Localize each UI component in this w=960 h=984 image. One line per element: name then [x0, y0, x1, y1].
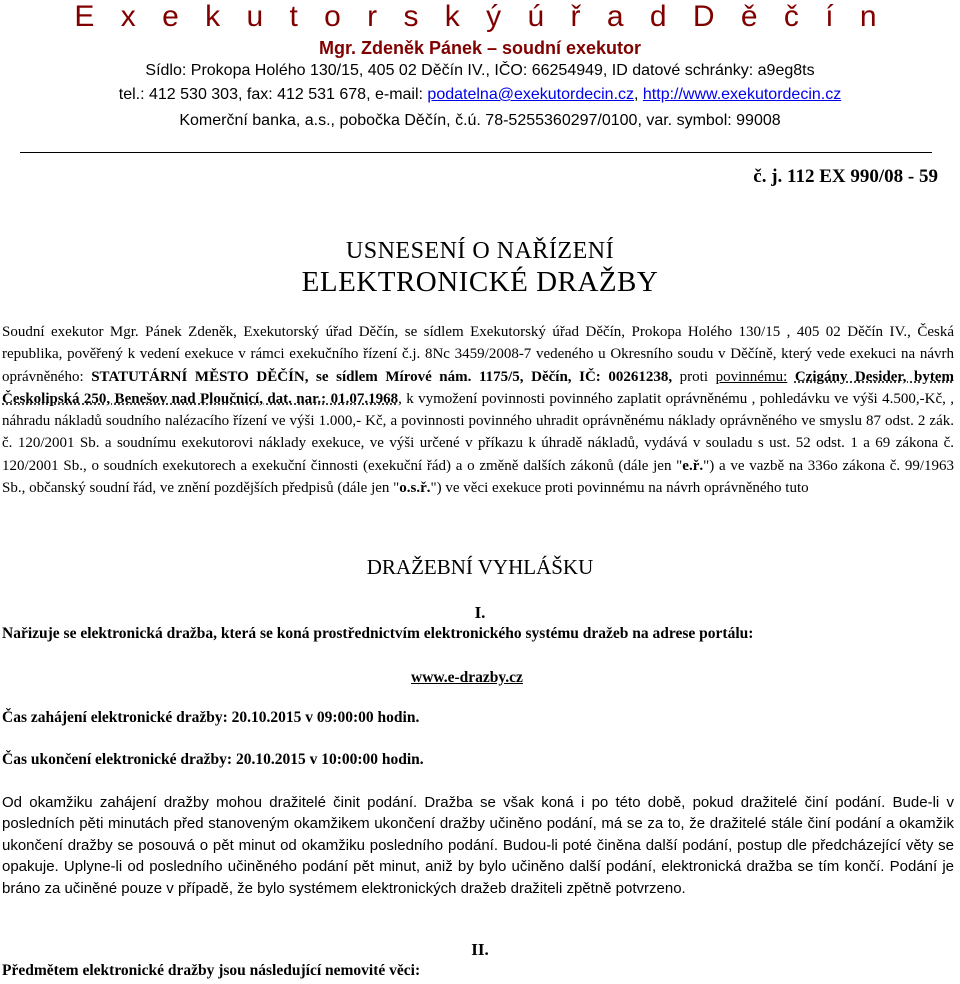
- intro-paragraph: [2, 321, 954, 499]
- debtor-label: povinnému:: [715, 368, 788, 385]
- portal-link[interactable]: www.e-drazby.cz: [411, 669, 523, 686]
- auction-start: Čas zahájení elektronické dražby: 20.10.2015 v 09:00:00 hodin.: [2, 709, 420, 726]
- auction-end: Čas ukončení elektronické dražby: 20.10.2015 v 10:00:00 hodin.: [2, 751, 424, 768]
- office-address: Sídlo: Prokopa Holého 130/15, 405 02 Děčín IV., IČO: 66254949, ID datové schránky: a9eg8ts: [145, 62, 815, 79]
- section-1-text: Nařizuje se elektronická dražba, která se koná prostřednictvím elektronického systému dražeb na adrese portálu:: [2, 625, 754, 642]
- intro-text-2: , k vymožení povinnosti povinného zaplatit oprávněnému , pohledávku ve výši 4.500,-Kč, , náhradu nákladů soudního nalézacího řízení ve výši 1.000,- Kč, a povinnosti povinného uhradit oprávněnému náklady oprávněného ve smyslu 87 odst. 2 zák. č. 120/2001 Sb. a soudnímu exekutorovi náklady exekuce, ve výši určené v příkazu k úhradě nákladů, vydává v souladu s ust. 52 odst. 1 a 69 zákona č. 120/2001 Sb., o soudních exekutorech a exekuční činnosti (exekuční řád) a o změně dalších zákonů (dále jen ": [2, 390, 954, 474]
- case-reference: č. j. 112 EX 990/08 - 59: [753, 166, 938, 187]
- section-1-number: I.: [474, 603, 486, 622]
- executor-name: Mgr. Zdeněk Pánek – soudní exekutor: [318, 38, 642, 58]
- auction-rules: Od okamžiku zahájení dražby mohou dražitelé činit podání. Dražba se však koná i po této době, pokud dražitelé činí podání. Bude-li v posledních pěti minutách před stanoveným okamžikem ukončení dražby učiněno podání, má se za to, že dražitelé stále činí podání a okamžik ukončení dražby se posouvá o pět minut od okamžiku posledního podání. Budou-li poté činěna další podání, postup dle předcházející věty se opakuje. Uplyne-li od posledního učiněného podání pět minut, aniž by bylo učiněno další podání, elektronická dražba se tím končí. Podání je bráno za učiněné pouze v případě, že bylo systémem elektronických dražeb dražiteli zpětně potvrzeno.: [2, 794, 954, 897]
- email-link[interactable]: podatelna@exekutordecin.cz: [427, 86, 635, 103]
- website-link[interactable]: http://www.exekutordecin.cz: [642, 86, 842, 103]
- office-contact: [0, 86, 960, 104]
- heading-line-2: ELEKTRONICKÉ DRAŽBY: [301, 266, 659, 298]
- heading-line-1: USNESENÍ O NAŘÍZENÍ: [345, 238, 615, 264]
- intro-against: proti: [672, 368, 716, 385]
- intro-text-1: Soudní exekutor Mgr. Pánek Zdeněk, Exekutorský úřad Děčín, se sídlem Exekutorský úřad Děčín, Prokopa Holého 130/15 , 405 02 Děčín IV., Česká republika, pověřený k vedení exekuce v rámci exekučního řízení č.j. 8Nc 3459/2008-7 vedeného u Okresního soudu v Děčíně, který vede exekuci na návrh oprávněného:: [2, 324, 954, 385]
- contact-prefix: tel.: 412 530 303, fax: 412 531 678, e-mail:: [118, 86, 428, 103]
- debtor-details: Czigány Desider, bytem Českolipská 250, Benešov nad Ploučnicí, dat. nar.: 01.07.1968: [2, 368, 954, 407]
- section-2-number: II.: [471, 940, 489, 959]
- abbr-er: e.ř.: [682, 457, 704, 474]
- abbr-osr: o.s.ř.: [399, 480, 431, 497]
- office-title: E x e k u t o r s k ý ú ř a d D ě č í n: [74, 0, 886, 33]
- creditor-name: STATUTÁRNÍ MĚSTO DĚČÍN, se sídlem Mírové nám. 1175/5, Děčín, IČ: 00261238,: [91, 368, 673, 385]
- contact-separator: ,: [634, 86, 643, 103]
- section-2-text: Předmětem elektronické dražby jsou následující nemovité věci:: [2, 962, 421, 979]
- decree-title: DRAŽEBNÍ VYHLÁŠKU: [366, 555, 594, 579]
- intro-text-3: ") a ve vazbě na 336o zákona č. 99/1963 Sb., občanský soudní řád, ve znění pozdějších předpisů (dále jen ": [2, 457, 954, 497]
- bank-details: Komerční banka, a.s., pobočka Děčín, č.ú. 78-5255360297/0100, var. symbol: 99008: [179, 112, 781, 129]
- header-divider: [20, 152, 932, 153]
- intro-text-4: ") ve věci exekuce proti povinnému na návrh oprávněného tuto: [430, 480, 809, 497]
